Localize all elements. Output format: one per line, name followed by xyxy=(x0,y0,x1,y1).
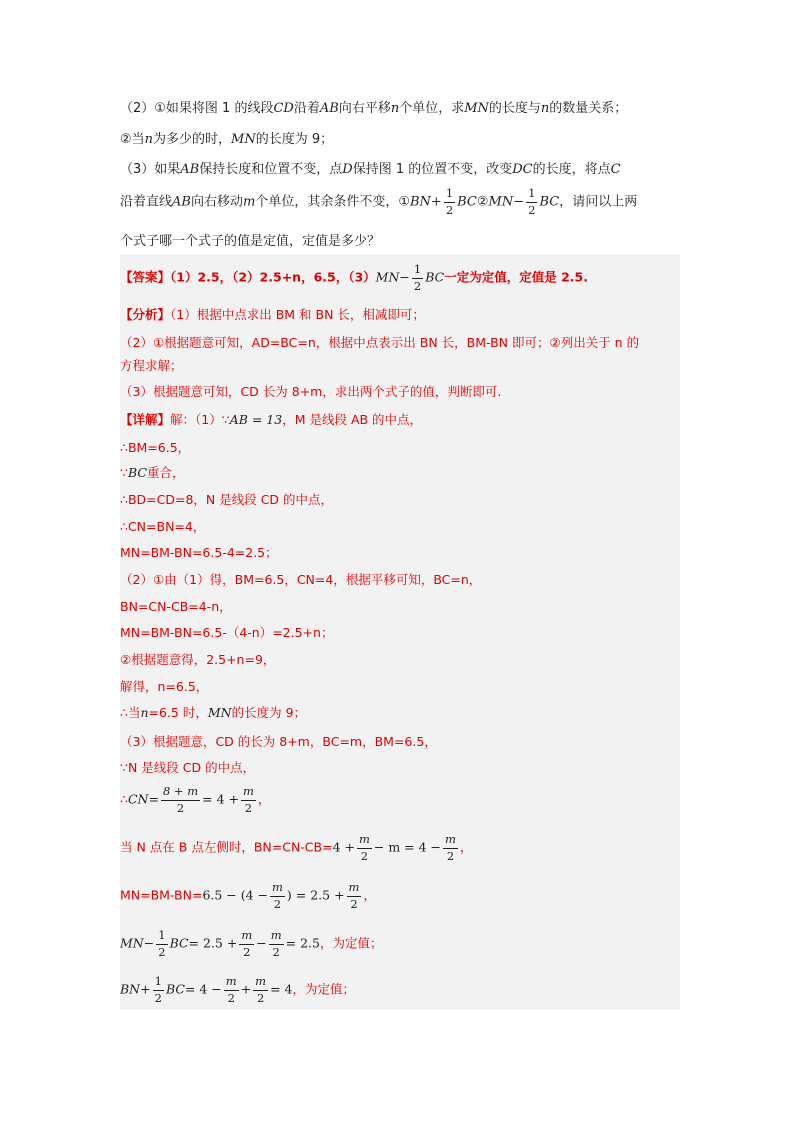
analysis-line-4: （3）根据题意可知，CD 长为 8+m，求出两个式子的值，判断即可. xyxy=(120,384,502,399)
detail-line-16: 当 N 点在 B 点左侧时，BN=CN-CB=4 + $\frac{m}{2}$ − m = 4 − $\frac{m}{2}$ ， xyxy=(120,832,473,863)
detail-line-6: MN=BM-BN=6.5-4=2.5； xyxy=(120,545,278,560)
question-line-5: 个式子哪一个式子的值是定值，定值是多少？ xyxy=(120,234,381,249)
detail-line-17: MN=BM-BN=6.5 − (4 − $\frac{m}{2}$ ) = 2.5 + $\frac{m}{2}$ ， xyxy=(120,880,376,911)
question-line-2: ②当n为多少的时，MN的长度为 9； xyxy=(120,132,334,147)
detail-line-13: （3）根据题意，CD 的长为 8+m，BC=m，BM=6.5， xyxy=(120,734,437,749)
detail-line-15: ∴CN= $\frac{8 + m}{2}$ = 4 + $\frac{m}{2}$ ， xyxy=(120,784,271,815)
detail-line-3: ∵BC重合， xyxy=(120,465,185,480)
detail-label: 【详解】 xyxy=(120,412,171,427)
detail-line-18: MN− $\frac{1}{2}$ BC= 2.5 + $\frac{m}{2}$ − $\frac{m}{2}$ = 2.5，为定值； xyxy=(120,928,383,959)
detail-line-9: MN=BM-BN=6.5-（4-n）=2.5+n； xyxy=(120,625,334,640)
math-CD: CD xyxy=(273,101,294,116)
answer-line: 【答案】（1）2.5，（2）2.5+n，6.5，（3）MN− $\frac{1}{2}$ BC一定为定值，定值是 2.5. xyxy=(120,262,588,293)
answer-label: 【答案】 xyxy=(120,269,171,285)
question-line-4: 沿着直线AB向右移动m个单位，其余条件不变，①BN+ $\frac{1}{2}$ BC②MN− $\frac{1}{2}$ BC，请问以上两 xyxy=(120,186,638,217)
analysis-line-3: 方程求解； xyxy=(120,358,183,373)
detail-line-7: （2）①由（1）得，BM=6.5，CN=4，根据平移可知，BC=n， xyxy=(120,572,482,587)
question-line-3: （3）如果AB保持长度和位置不变，点D保持图 1 的位置不变，改变DC的长度，将点C xyxy=(120,162,621,177)
analysis-line-1: 【分析】（1）根据中点求出 BM 和 BN 长，相减即可； xyxy=(120,307,425,322)
detail-line-5: ∴CN=BN=4， xyxy=(120,519,206,534)
detail-line-10: ②根据题意得，2.5+n=9， xyxy=(120,652,276,667)
detail-line-2: ∴BM=6.5， xyxy=(120,440,191,455)
question-line-1: （2）①如果将图 1 的线段CD沿着AB向右平移n个单位，求MN的长度与n的数量关系； xyxy=(120,101,628,116)
detail-line-1: 【详解】解：（1）∵AB = 13，M 是线段 AB 的中点， xyxy=(120,412,423,427)
detail-line-12: ∴当n=6.5 时，MN的长度为 9； xyxy=(120,705,307,720)
analysis-label: 【分析】 xyxy=(120,307,171,322)
detail-line-8: BN=CN-CB=4-n， xyxy=(120,599,232,614)
detail-line-4: ∴BD=CD=8，N 是线段 CD 的中点， xyxy=(120,492,334,507)
analysis-line-2: （2）①根据题意可知，AD=BC=n，根据中点表示出 BN 长，BM-BN 即可；②列出关于 n 的 xyxy=(120,335,640,350)
detail-line-19: BN+ $\frac{1}{2}$ BC= 4 − $\frac{m}{2}$ + $\frac{m}{2}$ = 4，为定值； xyxy=(120,974,355,1005)
detail-line-14: ∵N 是线段 CD 的中点， xyxy=(120,760,256,775)
detail-line-11: 解得，n=6.5， xyxy=(120,679,209,694)
